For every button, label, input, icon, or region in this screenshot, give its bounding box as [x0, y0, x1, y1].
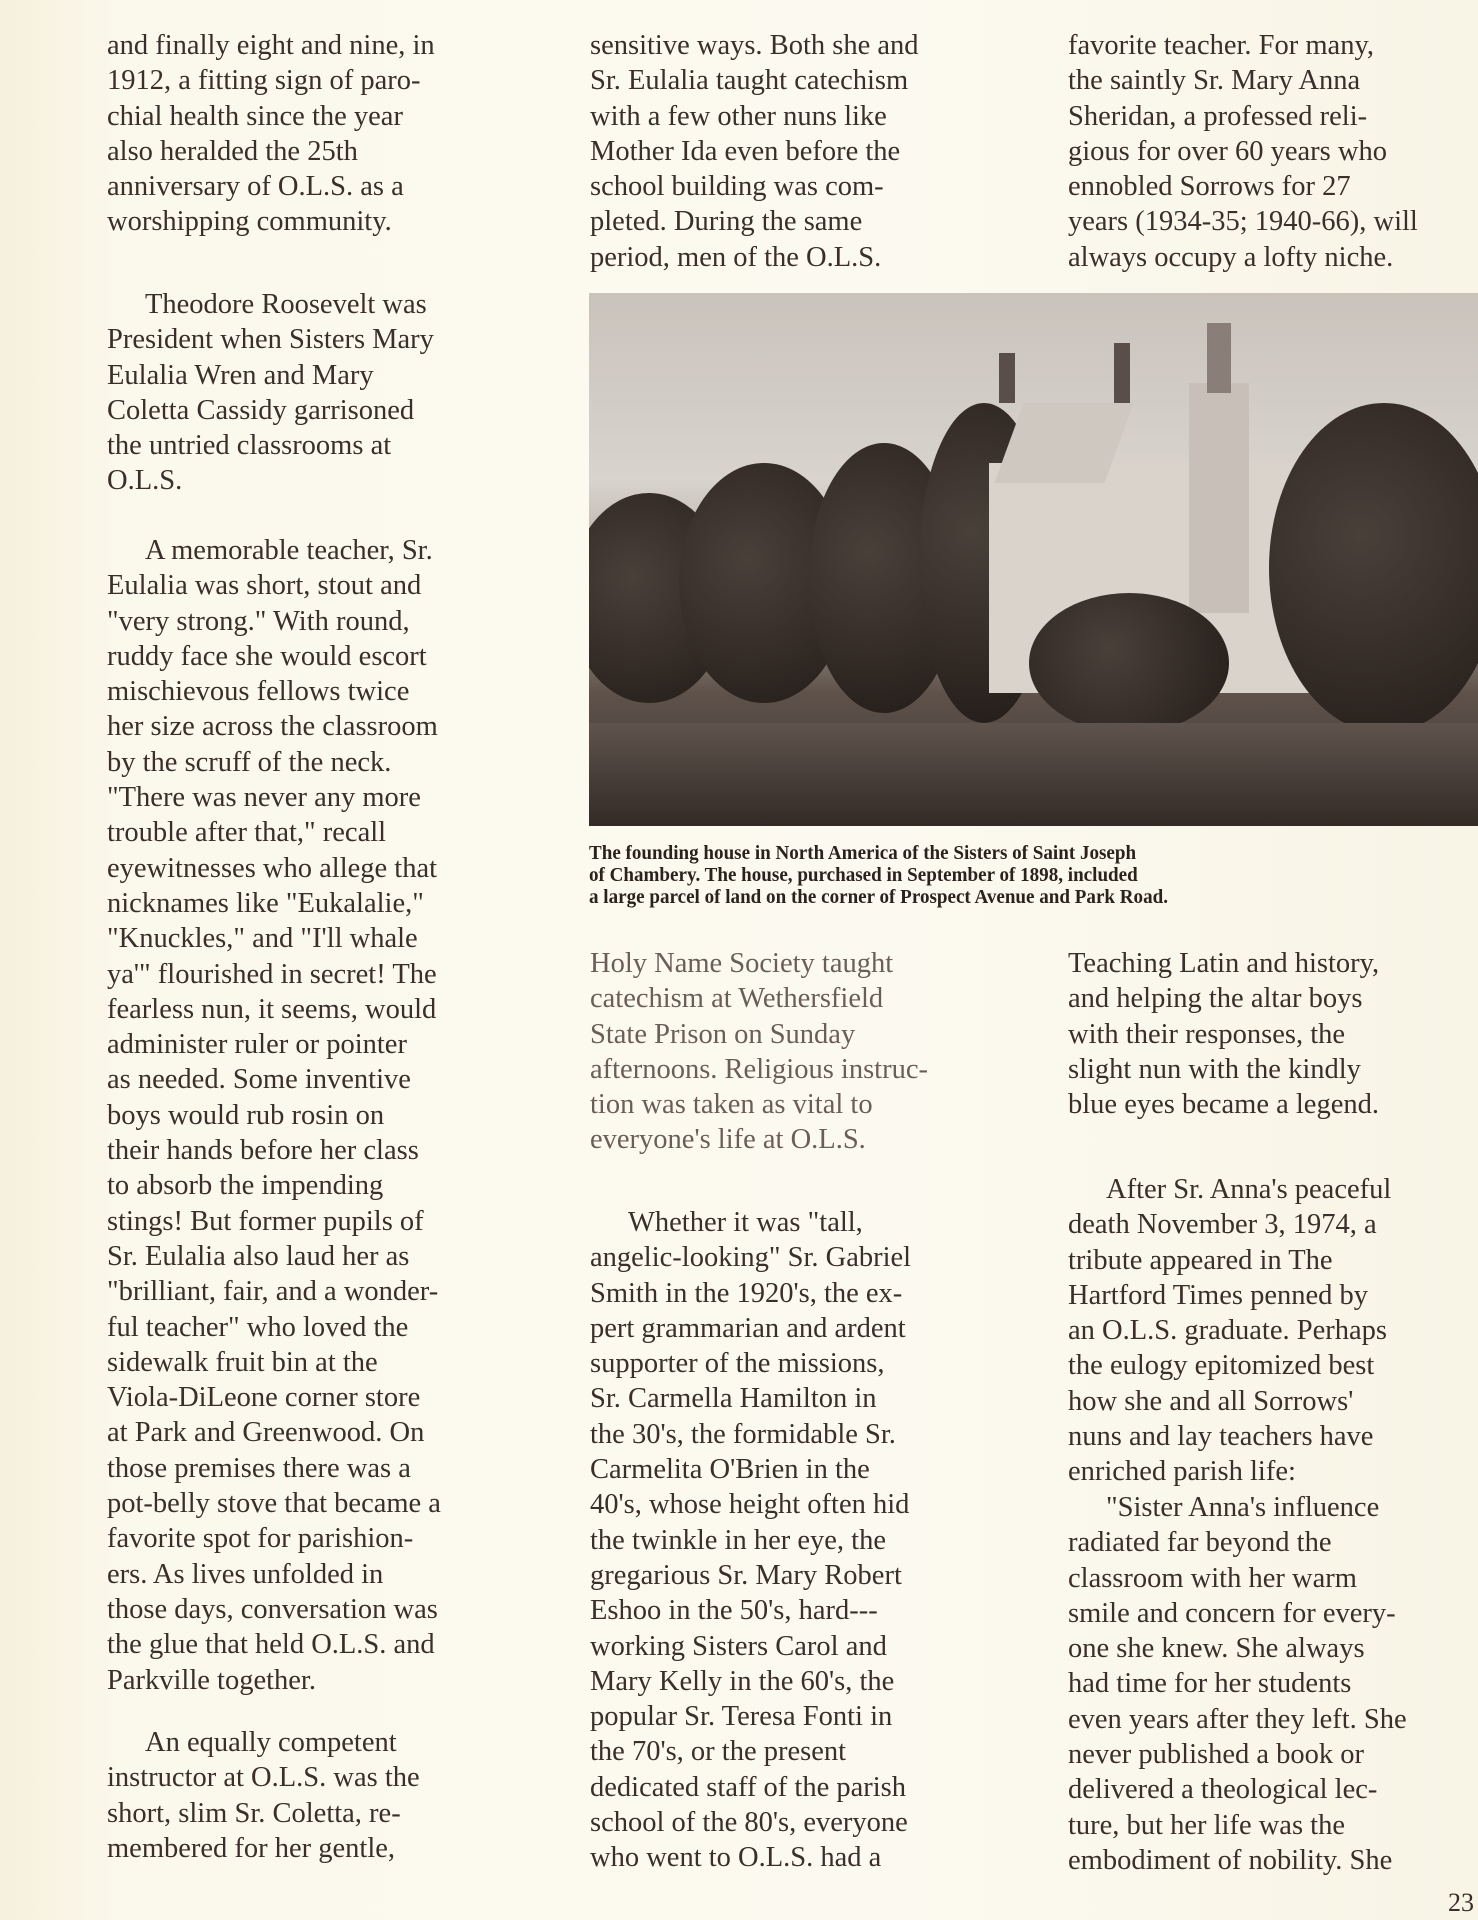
text-line: Teaching Latin and history,: [1068, 948, 1380, 979]
text-line: sensitive ways. Both she and: [590, 30, 919, 61]
text-line: death November 3, 1974, a: [1068, 1209, 1377, 1241]
text-line: anniversary of O.L.S. as a: [107, 171, 404, 203]
text-line: "There was never any more: [107, 782, 421, 814]
text-line: ennobled Sorrows for 27: [1068, 171, 1351, 203]
text-line: Sr. Eulalia taught catechism: [590, 65, 909, 97]
text-line: pleted. During the same: [590, 206, 863, 238]
text-line: ture, but her life was the: [1068, 1809, 1345, 1841]
text-line: President when Sisters Mary: [107, 324, 434, 356]
text-line: Hartford Times penned by: [1068, 1279, 1369, 1311]
text-line: dedicated staff of the parish: [590, 1771, 907, 1803]
text-line: worshipping community.: [107, 206, 392, 238]
text-line: gregarious Sr. Mary Robert: [590, 1559, 902, 1591]
text-line: gious for over 60 years who: [1068, 135, 1387, 167]
text-line: who went to O.L.S. had a: [590, 1842, 882, 1874]
text-line: fearless nun, it seems, would: [107, 993, 437, 1025]
text-line: "brilliant, fair, and a wonder-: [107, 1276, 439, 1308]
chimney: [1114, 343, 1130, 403]
text-line: sidewalk fruit bin at the: [107, 1346, 378, 1378]
text-line: stings! But former pupils of: [107, 1205, 424, 1237]
text-line: trouble after that," recall: [107, 817, 387, 849]
founding-house-photo: [589, 293, 1478, 826]
text-line: favorite teacher. For many,: [1068, 30, 1374, 61]
paragraph: [590, 946, 928, 1158]
text-line: nuns and lay teachers have: [1068, 1421, 1374, 1453]
text-line: Smith in the 1920's, the ex-: [590, 1277, 903, 1309]
text-line: administer ruler or pointer: [107, 1029, 407, 1061]
text-line: favorite spot for parishion-: [107, 1523, 414, 1555]
text-line: Eshoo in the 50's, hard---: [590, 1595, 878, 1627]
text-line: eyewitnesses who allege that: [107, 852, 438, 884]
text-line: never published a book or: [1068, 1739, 1365, 1771]
text-line: the twinkle in her eye, the: [590, 1524, 886, 1556]
text-line: afternoons. Religious instruc-: [590, 1053, 928, 1085]
text-line: as needed. Some inventive: [107, 1064, 411, 1096]
text-line: by the scruff of the neck.: [107, 746, 392, 778]
house-tower: [1189, 383, 1249, 613]
text-line: Mother Ida even before the: [590, 135, 901, 167]
chimney: [999, 353, 1015, 403]
text-line: delivered a theological lec-: [1068, 1774, 1378, 1806]
text-line: "very strong." With round,: [107, 605, 410, 637]
text-line: Coletta Cassidy garrisoned: [107, 394, 415, 426]
text-line: After Sr. Anna's peaceful: [1106, 1174, 1392, 1205]
paragraph: [1068, 946, 1379, 1122]
text-line: the saintly Sr. Mary Anna: [1068, 65, 1361, 97]
text-line: school of the 80's, everyone: [590, 1807, 908, 1839]
text-line: working Sisters Carol and: [590, 1630, 887, 1662]
text-line: Carmelita O'Brien in the: [590, 1454, 870, 1486]
text-line: the 70's, or the present: [590, 1736, 847, 1768]
text-line: the eulogy epitomized best: [1068, 1350, 1375, 1382]
text-line: supporter of the missions,: [590, 1348, 885, 1380]
text-line: Eulalia was short, stout and: [107, 570, 422, 602]
text-line: blue eyes became a legend.: [1068, 1089, 1379, 1121]
text-line: Theodore Roosevelt was: [145, 289, 427, 320]
text-line: Sheridan, a professed reli-: [1068, 100, 1368, 132]
text-line: even years after they left. She: [1068, 1703, 1407, 1735]
text-line: boys would rub rosin on: [107, 1099, 385, 1131]
text-line: ya'" flourished in secret! The: [107, 958, 437, 990]
text-line: "Knuckles," and "I'll whale: [107, 923, 418, 955]
paragraph: [107, 28, 435, 240]
text-line: with a few other nuns like: [590, 100, 887, 132]
text-line: had time for her students: [1068, 1668, 1352, 1700]
paragraph: [590, 28, 919, 275]
text-line: chial health since the year: [107, 100, 403, 132]
text-line: and finally eight and nine, in: [107, 30, 435, 61]
house-spire: [1207, 323, 1231, 393]
text-line: classroom with her warm: [1068, 1562, 1357, 1594]
text-line: radiated far beyond the: [1068, 1527, 1332, 1559]
text-line: how she and all Sorrows': [1068, 1385, 1354, 1417]
text-line: "Sister Anna's influence: [1106, 1492, 1380, 1523]
photo-caption: [589, 842, 1168, 908]
text-line: also heralded the 25th: [107, 135, 358, 167]
text-line: State Prison on Sunday: [590, 1018, 856, 1050]
text-line: Parkville together.: [107, 1664, 316, 1696]
text-line: A memorable teacher, Sr.: [145, 535, 433, 566]
text-line: smile and concern for every-: [1068, 1597, 1396, 1629]
text-line: Eulalia Wren and Mary: [107, 359, 374, 391]
lawn: [589, 723, 1478, 826]
text-line: school building was com-: [590, 171, 884, 203]
page-number: 23: [1448, 1888, 1474, 1917]
paragraph: [107, 533, 441, 1698]
paragraph: [1068, 28, 1418, 275]
text-line: membered for her gentle,: [107, 1832, 396, 1864]
text-line: short, slim Sr. Coletta, re-: [107, 1797, 401, 1829]
text-line: to absorb the impending: [107, 1170, 384, 1202]
text-line: ruddy face she would escort: [107, 640, 427, 672]
text-line: pot-belly stove that became a: [107, 1488, 441, 1520]
text-line: period, men of the O.L.S.: [590, 241, 882, 273]
text-line: an O.L.S. graduate. Perhaps: [1068, 1315, 1387, 1347]
text-line: always occupy a lofty niche.: [1068, 241, 1394, 273]
caption-line: a large parcel of land on the corner of Prospect Avenue and Park Road.: [589, 886, 1168, 908]
text-line: her size across the classroom: [107, 711, 438, 743]
paragraph: [107, 287, 434, 499]
text-line: Whether it was "tall,: [628, 1207, 863, 1238]
text-line: and helping the altar boys: [1068, 983, 1363, 1015]
text-line: Holy Name Society taught: [590, 948, 894, 979]
text-line: 1912, a fitting sign of paro-: [107, 65, 421, 97]
text-line: those days, conversation was: [107, 1593, 438, 1625]
text-line: 40's, whose height often hid: [590, 1489, 910, 1521]
text-line: pert grammarian and ardent: [590, 1312, 906, 1344]
text-line: catechism at Wethersfield: [590, 983, 884, 1015]
text-line: Viola-DiLeone corner store: [107, 1382, 421, 1414]
text-line: the glue that held O.L.S. and: [107, 1629, 435, 1661]
text-line: the untried classrooms at: [107, 430, 392, 462]
text-line: instructor at O.L.S. was the: [107, 1762, 420, 1794]
text-line: angelic-looking" Sr. Gabriel: [590, 1242, 912, 1274]
text-line: mischievous fellows twice: [107, 676, 410, 708]
paragraph: [1068, 1490, 1407, 1878]
text-line: Mary Kelly in the 60's, the: [590, 1665, 895, 1697]
text-line: those premises there was a: [107, 1452, 411, 1484]
text-line: popular Sr. Teresa Fonti in: [590, 1701, 893, 1733]
text-line: An equally competent: [145, 1727, 397, 1758]
text-line: their hands before her class: [107, 1135, 419, 1167]
text-line: the 30's, the formidable Sr.: [590, 1418, 896, 1450]
text-line: enriched parish life:: [1068, 1456, 1296, 1488]
text-line: years (1934-35; 1940-66), will: [1068, 206, 1418, 238]
text-line: everyone's life at O.L.S.: [590, 1124, 866, 1156]
paragraph: [590, 1205, 911, 1876]
tree-shape: [1029, 593, 1229, 733]
text-line: slight nun with the kindly: [1068, 1053, 1361, 1085]
text-line: Sr. Eulalia also laud her as: [107, 1240, 410, 1272]
paragraph: [107, 1725, 420, 1866]
caption-line: The founding house in North America of the Sisters of Saint Joseph: [589, 842, 1137, 864]
text-line: ers. As lives unfolded in: [107, 1558, 384, 1590]
text-line: embodiment of nobility. She: [1068, 1844, 1393, 1876]
text-line: with their responses, the: [1068, 1018, 1346, 1050]
text-line: at Park and Greenwood. On: [107, 1417, 425, 1449]
text-line: ful teacher" who loved the: [107, 1311, 409, 1343]
text-line: one she knew. She always: [1068, 1633, 1365, 1665]
paragraph: [1068, 1172, 1391, 1490]
caption-line: of Chambery. The house, purchased in September of 1898, included: [589, 864, 1138, 886]
text-line: nicknames like "Eukalalie,": [107, 887, 424, 919]
text-line: Sr. Carmella Hamilton in: [590, 1383, 877, 1415]
text-line: O.L.S.: [107, 465, 183, 497]
text-line: tribute appeared in The: [1068, 1244, 1333, 1276]
text-line: tion was taken as vital to: [590, 1089, 873, 1121]
